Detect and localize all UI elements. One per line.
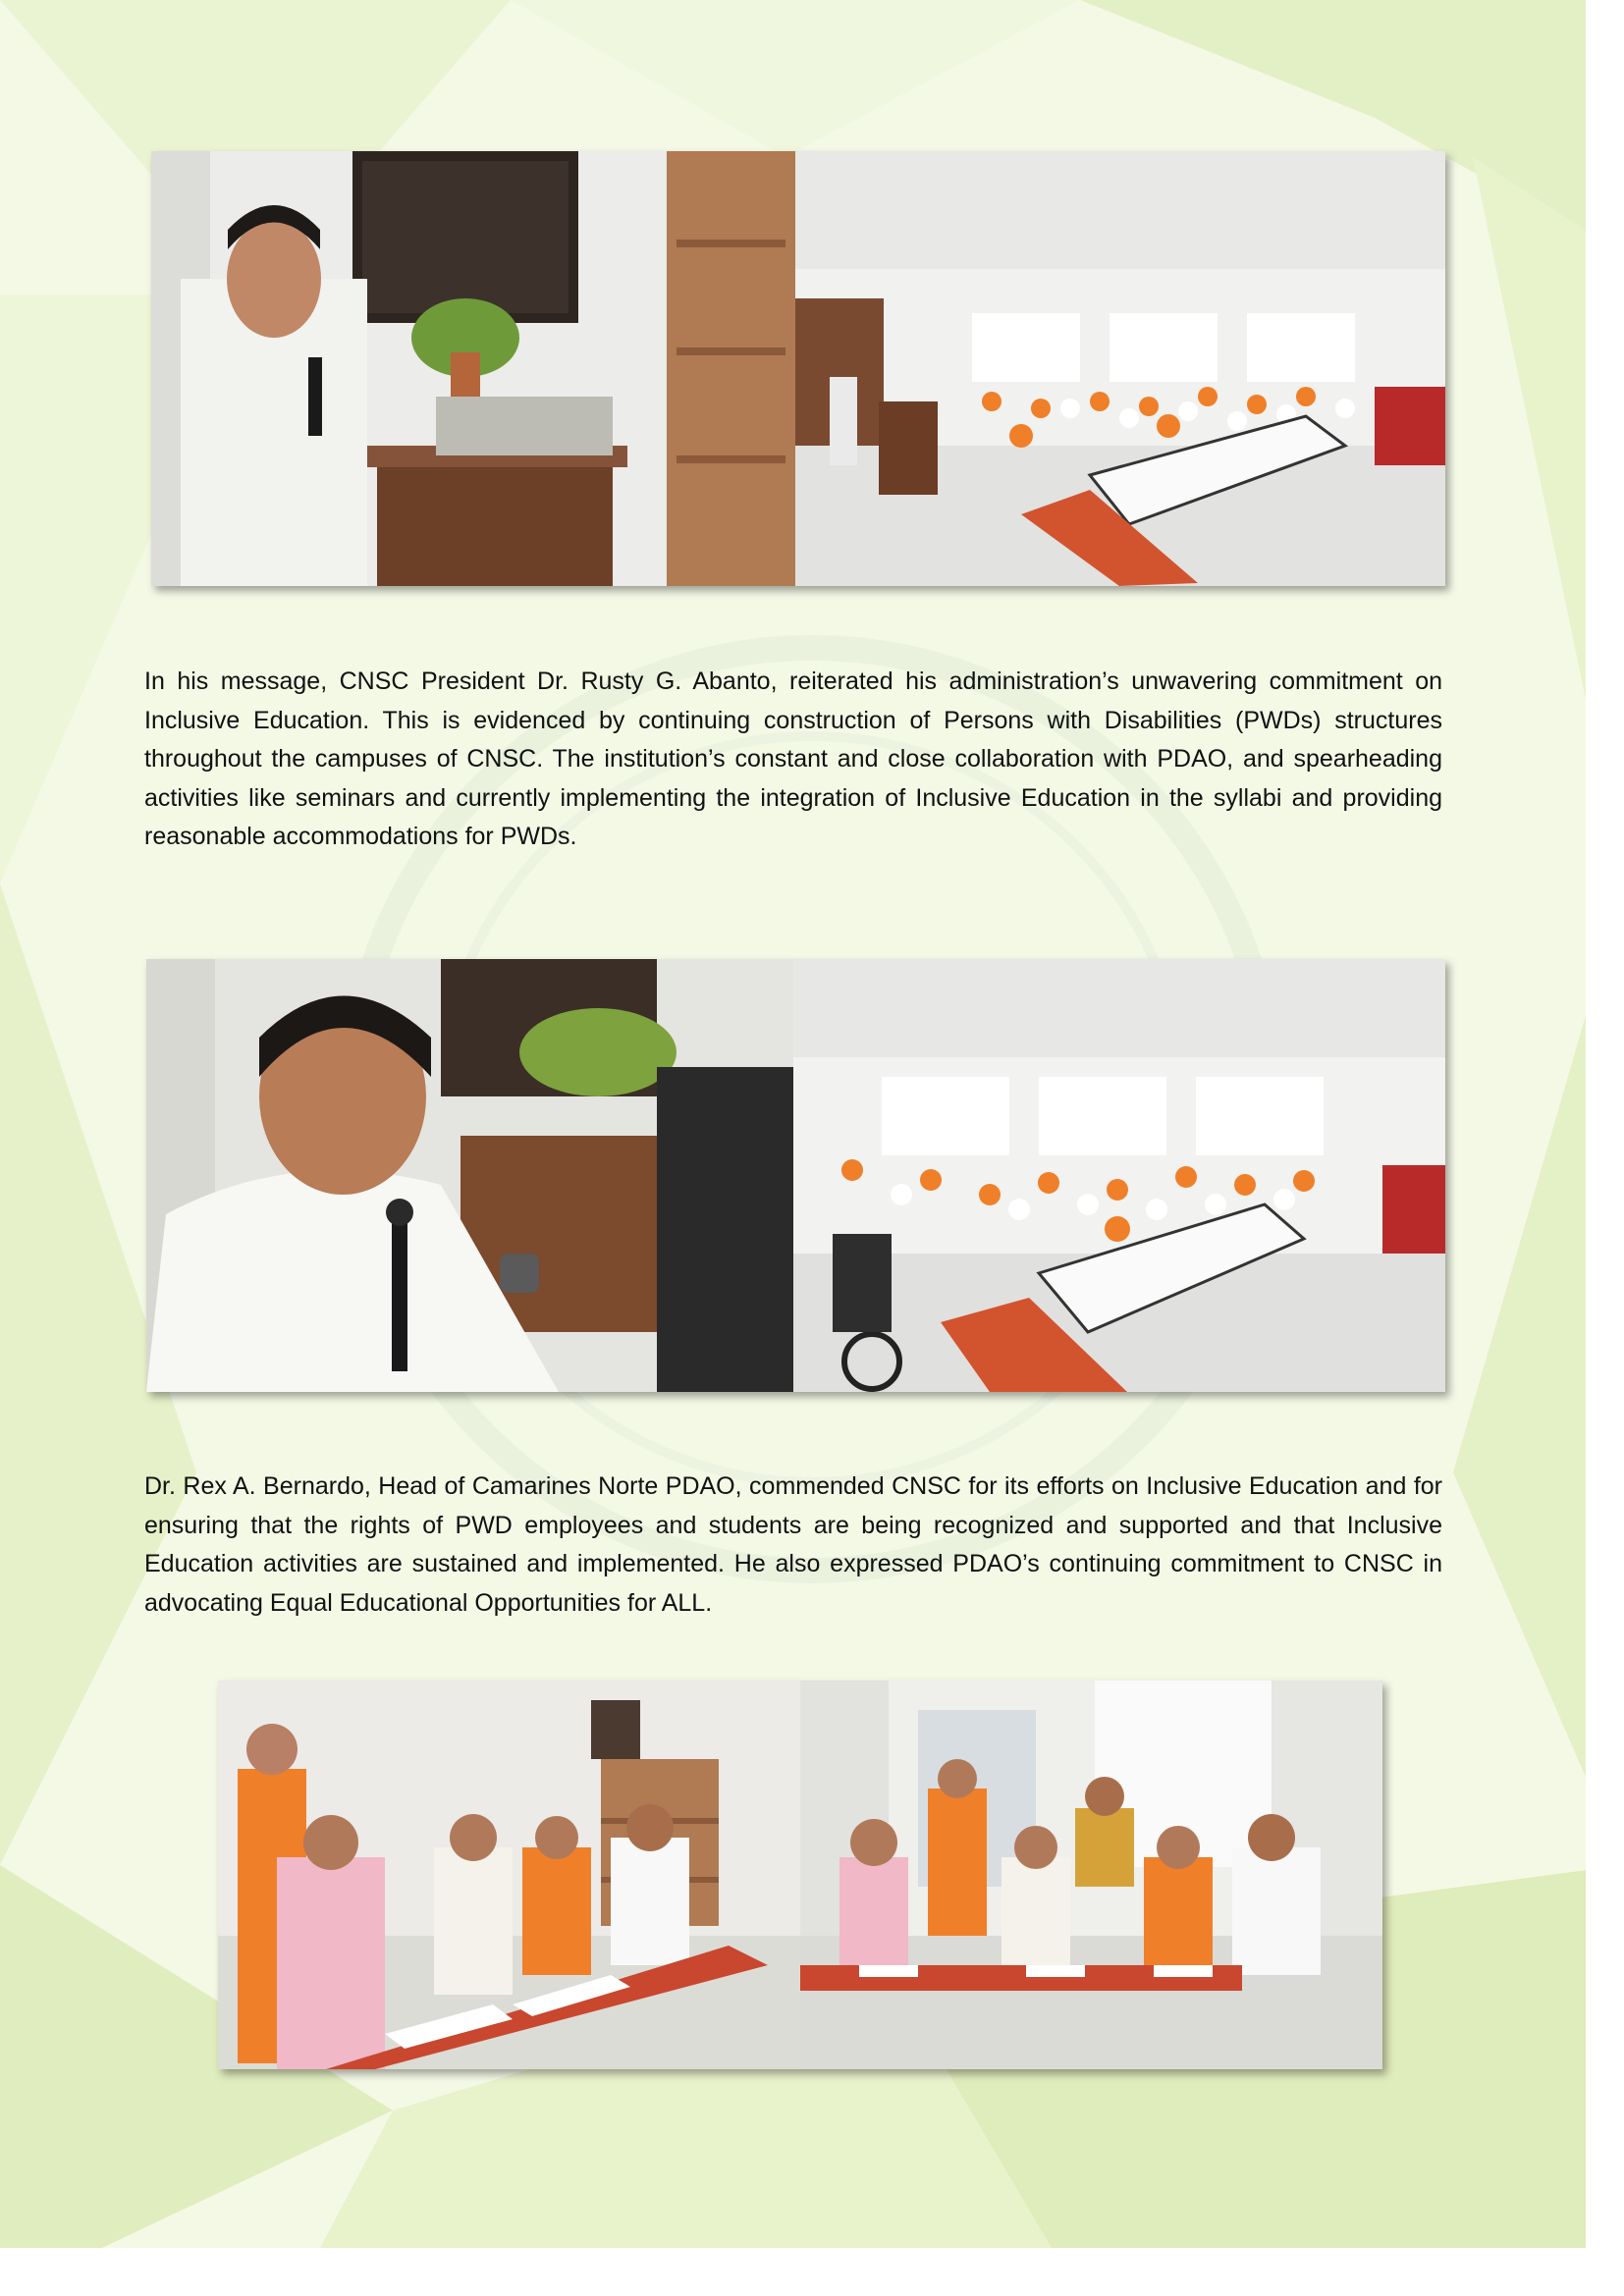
photo-row-1 [151,151,1445,586]
speaker-photo [151,151,795,586]
audience-photo [795,151,1445,586]
audience-wheelchair-photo [793,959,1445,1392]
guest-photo [146,959,793,1392]
signing-photo-left [218,1681,800,2069]
photo-row-2 [146,959,1445,1392]
signing-photo-right [800,1681,1382,2069]
paragraph-pdao-head-message: Dr. Rex A. Bernardo, Head of Camarines Norte PDAO, commended CNSC for its efforts on Inclusive Education and for ensuring that the rights of PWD employees and students are being recognized and supported and that Inclusive Education activities are sustained and implemented. He also expressed PDAO’s continuing commitment to CNSC in advocating Equal Educational Opportunities for ALL. [144,1472,1442,1617]
paragraph-president-message: In his message, CNSC President Dr. Rusty G. Abanto, reiterated his administration’s unwavering commitment on Inclusive Education. This is evidenced by continuing construction of Persons with Disabilities (PWDs) structures throughout the campuses of CNSC. The institution’s constant and close collaboration with PDAO, and spearheading activities like seminars and currently implementing the integration of Inclusive Education in the syllabi and providing reasonable accommodations for PWDs. [144,667,1442,850]
photo-row-3 [218,1681,1382,2069]
